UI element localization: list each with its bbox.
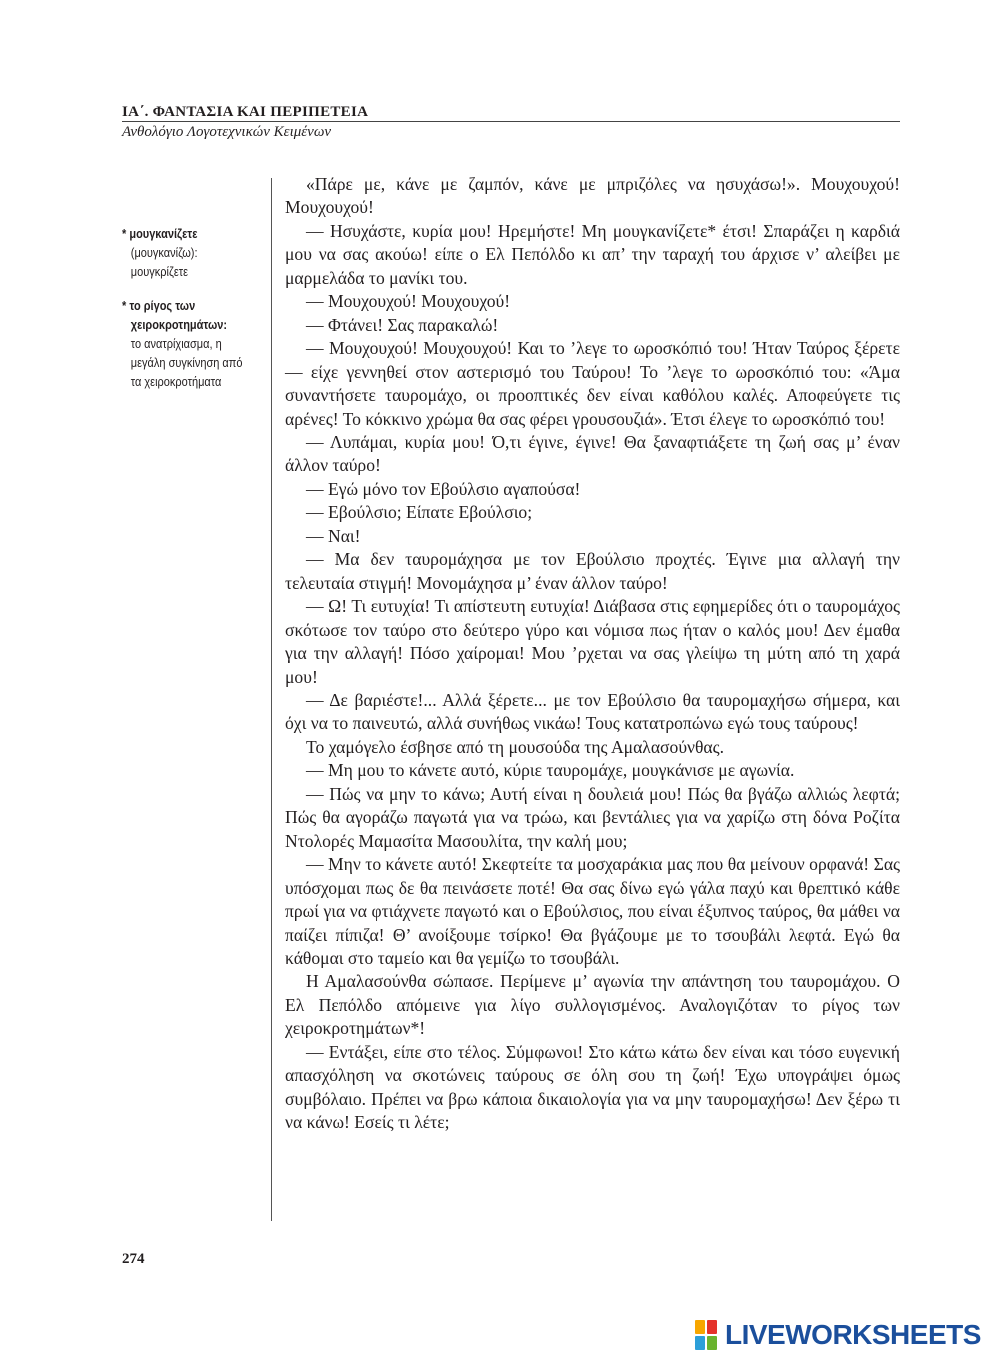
- header-rule: [122, 121, 900, 122]
- glossary-sidebar: [122, 225, 245, 407]
- body-text: [285, 173, 900, 1135]
- paragraph: — Εβούλσιο; Είπατε Εβούλσιο;: [306, 502, 533, 523]
- paragraph: Το χαμόγελο έσβησε από τη μουσούδα της Αμαλασούνθας.: [306, 736, 725, 757]
- glossary-term: * μουγκανίζετε: [122, 227, 198, 241]
- book-subtitle: Ανθολόγιο Λογοτεχνικών Κειμένων: [122, 124, 332, 140]
- paragraph: — Μα δεν ταυρομάχησα με τον Εβούλσιο προχτές. Έγινε μια αλλαγή την τελευταία στιγμή! Μονομάχησα μ’ έναν άλλον ταύρο!: [285, 549, 900, 593]
- page-header: [122, 103, 900, 142]
- liveworksheets-logo-icon: [695, 1320, 721, 1350]
- logo-text: LIVEWORKSHEETS: [725, 1319, 981, 1350]
- paragraph: — Ναι!: [306, 525, 361, 546]
- paragraph: — Μην το κάνετε αυτό! Σκεφτείτε τα μοσχαράκια μας που θα μείνουν ορφανά! Σας υπόσχομαι πως δε θα πεινάσετε ποτέ! Θα σας δίνω εγώ γάλα παχύ και θρεπτικό κάθε πρωί για να φτιάχνετε παγωτό και ο Εβούλσιος, που είναι έξυπνος ταύρος, θα μάθει να παίζει πίπιζα! Θ’ ανοίξουμε τσίρκο! Θα βγάζουμε με το τσουβάλι λεφτά. Εγώ θα κάθομαι στο ταμείο και θα γεμίζω το τσουβάλι.: [285, 854, 900, 968]
- liveworksheets-logo[interactable]: [695, 1318, 981, 1352]
- glossary-entry: [122, 225, 245, 282]
- paragraph: — Μουχουχού! Μουχουχού!: [306, 291, 511, 312]
- glossary-definition-line: τα χειροκροτήματα: [130, 375, 222, 389]
- paragraph: — Λυπάμαι, κυρία μου! Ό,τι έγινε, έγινε! Θα ξαναφτιάξετε τη ζωή σας μ’ έναν άλλον ταύρο!: [285, 431, 900, 476]
- glossary-definition-line: μεγάλη συγκίνηση από: [130, 356, 243, 370]
- glossary-entry: [122, 297, 245, 392]
- paragraph: — Πώς να μην το κάνω; Αυτή είναι η δουλειά μου! Πώς θα βγάζω αλλιώς λεφτά; Πώς θα αγοράζω παγωτά για να τρώω, και βεντάλιες για να χαρίζω στη δόνα Ροζίτα Ντολορές Μαμασίτα Μασουλίτα, την καλή μου;: [285, 783, 900, 851]
- paragraph: Η Αμαλασούνθα σώπασε. Περίμενε μ’ αγωνία την απάντηση του ταυρομάχου. Ο Ελ Πεπόλδο απόμεινε για λίγο συλλογισμένος. Αναλογιζόταν το ρίγος των χειροκροτημάτων*!: [285, 971, 900, 1039]
- paragraph: — Εντάξει, είπε στο τέλος. Σύμφωνοι! Στο κάτω κάτω δεν είναι και τόσο ευγενική απασχόληση να σκοτώνεις ταύρους σε όλη σου τη ζωή! Έχω υπογράψει όμως συμβόλαιο. Πρέπει να βρω κάποια δικαιολογία για να μην ταυρομαχήσω! Δεν ξέρω τι να κάνω! Εσείς τι λέτε;: [285, 1041, 900, 1133]
- paragraph: — Ησυχάστε, κυρία μου! Ηρεμήστε! Μη μουγκανίζετε* έτσι! Σπαράζει η καρδιά μου να σας ακούω! είπε ο Ελ Πεπόλδο κι απ’ την ταραχή του άρχισε ν’ αλείβει με μαρμελάδα το μανίκι του.: [285, 220, 900, 288]
- glossary-definition-line: το ανατρίχιασμα, η: [130, 337, 222, 351]
- paragraph: — Μουχουχού! Μουχουχού! Και το ’λεγε το ωροσκόπιό του! Ήταν Ταύρος ξέρετε — είχε γεννηθεί στον αστερισμό του Ταύρου! Το ’λεγε το ωροσκόπιό του: «Άμα συναντήσετε ταυρομάχο, οι προοπτικές δεν είναι καθόλου καλές. Αποφεύγετε τις αρένες! Το κόκκινο χρώμα θα σας φέρει γρουσουζιά». Έτσι έλεγε το ωροσκόπιό του!: [285, 338, 900, 429]
- paragraph: — Φτάνει! Σας παρακαλώ!: [306, 314, 499, 335]
- paragraph: — Δε βαριέστε!... Αλλά ξέρετε... με τον Εβούλσιο θα ταυρομαχήσω σήμερα, και όχι να το παινευτώ, αλλά συνήθως νικάω! Τους κατατροπώνω εγώ τους ταύρους!: [285, 689, 900, 734]
- paragraph: — Ω! Τι ευτυχία! Τι απίστευτη ευτυχία! Διάβασα στις εφημερίδες ότι ο ταυρομάχος σκότωσε τον ταύρο στο δεύτερο γύρο και νόμισα πως ήταν ο καλός μου! Δεν έμαθα για την αλλαγή! Πόσο χαίρομαι! Μου ’ρχεται να σας γλείψω τη μύτη από τη χαρά μου!: [285, 596, 900, 687]
- glossary-definition-line: (μουγκανίζω):: [130, 246, 198, 260]
- margin-divider: [271, 178, 272, 1221]
- page-number: 274: [122, 1251, 145, 1267]
- glossary-definition-line: μουγκρίζετε: [130, 265, 188, 279]
- glossary-term: * το ρίγος των: [122, 299, 196, 313]
- paragraph: — Εγώ μόνο τον Εβούλσιο αγαπούσα!: [306, 478, 581, 499]
- glossary-term: χειροκροτημάτων:: [130, 318, 228, 332]
- paragraph: — Μη μου το κάνετε αυτό, κύριε ταυρομάχε, μουγκάνισε με αγωνία.: [306, 760, 795, 781]
- chapter-title: ΙΑ΄. ΦΑΝΤΑΣΙΑ ΚΑΙ ΠΕΡΙΠΕΤΕΙΑ: [122, 104, 369, 120]
- paragraph: «Πάρε με, κάνε με ζαμπόν, κάνε με μπριζόλες να ησυχάσω!». Μουχουχού! Μουχουχού!: [285, 174, 900, 218]
